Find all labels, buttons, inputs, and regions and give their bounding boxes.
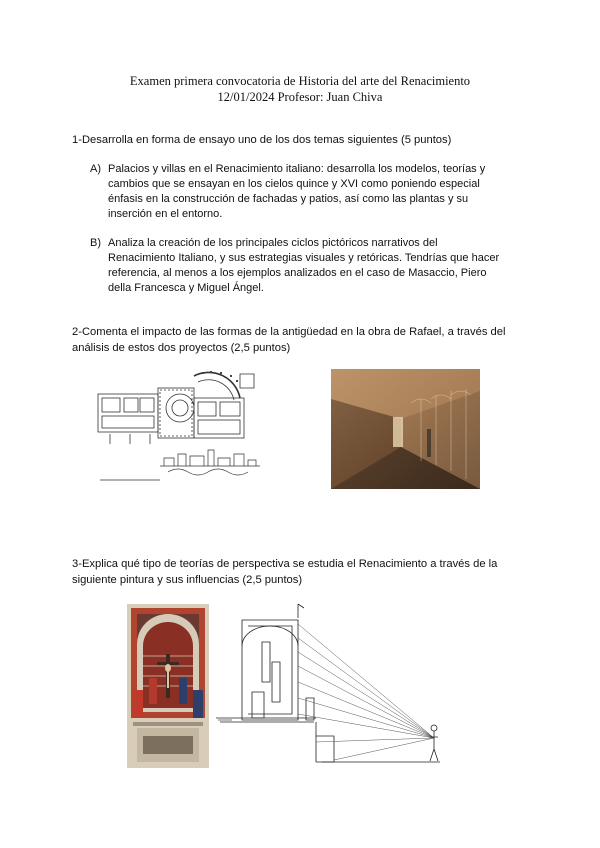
trinity-fresco-image xyxy=(127,604,209,768)
question-3: 3-Explica qué tipo de teorías de perspectiva se estudia el Renacimiento a través de la siguiente pintura y sus influencias (2,5 puntos) xyxy=(72,558,498,586)
option-b-text: Analiza la creación de los principales ciclos pictóricos narrativos del Renacimiento Italiano, y sus estrategias visuales y retóricas. Tendrías que hacer referencia, al menos a los ejemplos analizados en el caso de Masaccio, Piero della Francesca y Miguel Ángel. xyxy=(108,237,500,294)
option-a-text: Palacios y villas en el Renacimiento italiano: desarrolla los modelos, teorías y cambios que se ensayan en los cielos quince y XVI como poniendo especial énfasis en la construcción de fachadas y patios, así como las plantas y su inserción en el entorno. xyxy=(108,163,486,220)
question-1: 1-Desarrolla en forma de ensayo uno de los dos temas siguientes (5 puntos) xyxy=(72,134,452,146)
exam-date-professor: 12/01/2024 Profesor: Juan Chiva xyxy=(217,90,383,104)
option-a-label: A) xyxy=(90,163,101,175)
villa-plan-drawing xyxy=(90,368,268,486)
exam-title: Examen primera convocatoria de Historia del arte del Renacimiento xyxy=(129,74,471,88)
question-1-option-a xyxy=(90,162,510,222)
option-b-label: B) xyxy=(90,237,101,249)
question-2: 2-Comenta el impacto de las formas de la antigüedad en la obra de Rafael, a través del análisis de estos dos proyectos (2,5 puntos) xyxy=(72,326,506,354)
loggia-photograph xyxy=(331,369,480,489)
perspective-diagram xyxy=(212,602,444,768)
question-1-option-b xyxy=(90,236,510,296)
